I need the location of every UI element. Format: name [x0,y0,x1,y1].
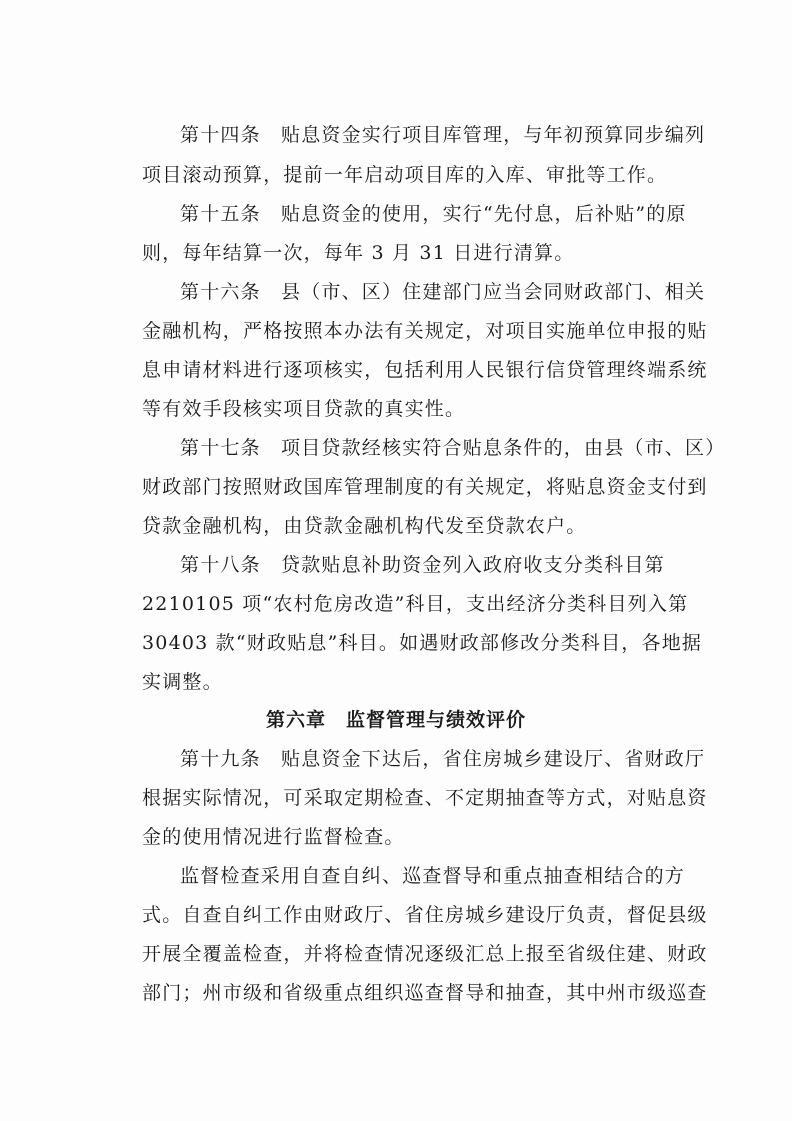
article-17-line-1: 第十七条 项目贷款经核实符合贴息条件的，由县（市、区） [180,437,726,459]
article-16-line-4: 等有效手段核实项目贷款的真实性。 [142,398,466,420]
paragraph-inspection-line-2: 式。自查自纠工作由财政厅、省住房城乡建设厅负责，督促县级 [142,904,708,926]
article-16-line-2: 金融机构，严格按照本办法有关规定，对项目实施单位申报的贴 [142,320,708,342]
article-18-line-1: 第十八条 贷款贴息补助资金列入政府收支分类科目第 [180,554,665,576]
article-19-line-2: 根据实际情况，可采取定期检查、不定期抽查等方式，对贴息资 [142,787,708,809]
article-15-line-2: 则，每年结算一次，每年 3 月 31 日进行清算。 [142,242,575,264]
article-18-line-3: 30403 款“财政贴息”科目。如遇财政部修改分类科目，各地据 [142,632,703,654]
paragraph-inspection-line-1: 监督检查采用自查自纠、巡查督导和重点抽查相结合的方 [180,865,686,887]
paragraph-inspection-line-3: 开展全覆盖检查，并将检查情况逐级汇总上报至省级住建、财政 [142,943,708,965]
article-17-line-2: 财政部门按照财政国库管理制度的有关规定，将贴息资金支付到 [142,476,708,498]
article-16-line-3: 息申请材料进行逐项核实，包括利用人民银行信贷管理终端系统 [142,359,708,381]
article-19-line-1: 第十九条 贴息资金下达后，省住房城乡建设厅、省财政厅 [180,748,706,770]
article-18-line-4: 实调整。 [142,671,223,693]
article-14-line-2: 项目滚动预算，提前一年启动项目库的入库、审批等工作。 [142,164,668,186]
article-17-line-3: 贷款金融机构，由贷款金融机构代发至贷款农户。 [142,515,587,537]
article-14-line-1: 第十四条 贴息资金实行项目库管理，与年初预算同步编列 [180,124,706,146]
article-16-line-1: 第十六条 县（市、区）住建部门应当会同财政部门、相关 [180,281,706,303]
paragraph-inspection-line-4: 部门；州市级和省级重点组织巡查督导和抽查，其中州市级巡查 [142,982,708,1004]
article-18-line-2: 2210105 项“农村危房改造”科目，支出经济分类科目列入第 [142,593,689,615]
article-15-line-1: 第十五条 贴息资金的使用，实行“先付息，后补贴”的原 [180,203,687,225]
article-19-line-3: 金的使用情况进行监督检查。 [142,826,405,848]
chapter-6-heading: 第六章 监督管理与绩效评价 [265,709,526,731]
